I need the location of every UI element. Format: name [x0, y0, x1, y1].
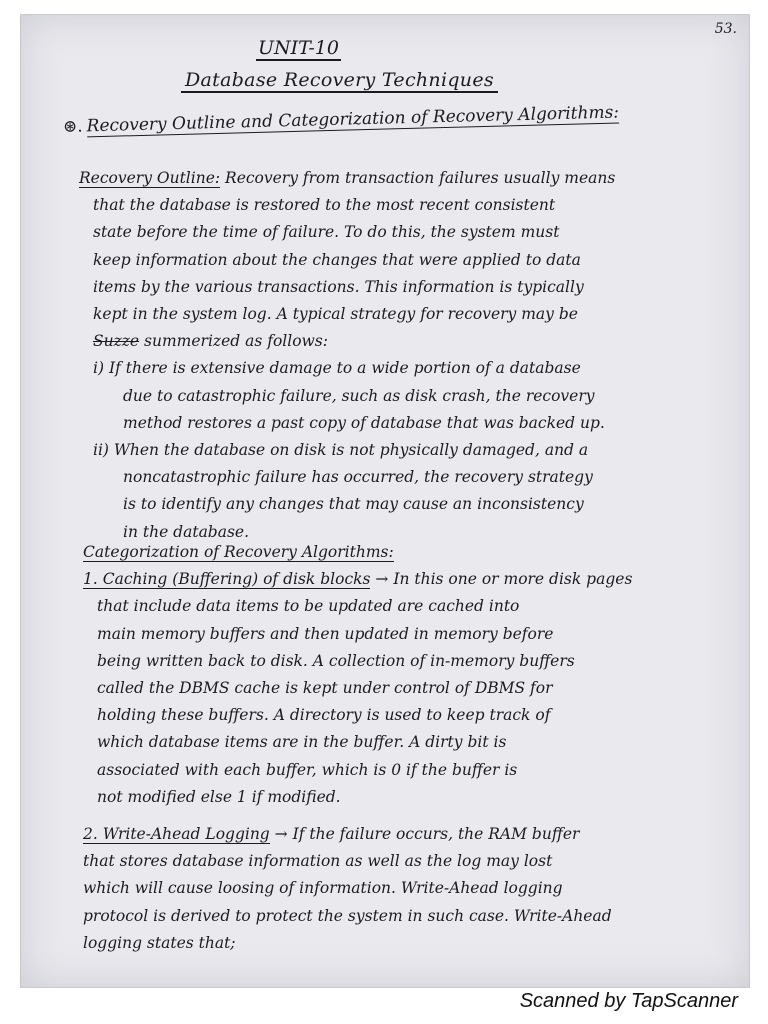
item1-line: holding these buffers. A directory is used to keep track of	[97, 706, 551, 725]
point-marker: ii)	[93, 441, 109, 460]
point-line: in the database.	[123, 522, 250, 541]
arrow-glyph: →	[370, 570, 394, 589]
section-heading	[63, 102, 620, 137]
item1-line: which database items are in the buffer. A dirty bit is	[97, 733, 507, 752]
unit-title: UNIT-10	[258, 37, 339, 59]
item1-line: associated with each buffer, which is 0 if the buffer is	[97, 760, 518, 779]
item1-line: called the DBMS cache is kept under control of DBMS for	[97, 679, 553, 698]
point-line: noncatastrophic failure has occurred, the recovery strategy	[123, 468, 593, 487]
point-line: If there is extensive damage to a wide portion of a database	[108, 359, 581, 378]
outline-line: items by the various transactions. This information is typically	[93, 277, 584, 296]
item1-label: 1. Caching (Buffering) of disk blocks	[83, 570, 371, 589]
outline-line: Recovery from transaction failures usually means	[220, 169, 616, 187]
outline-label: Recovery Outline:	[79, 169, 221, 187]
item2-line: which will cause loosing of information. Write-Ahead logging	[83, 879, 563, 898]
point-line: due to catastrophic failure, such as disk crash, the recovery	[123, 386, 595, 405]
section-heading-text: Recovery Outline and Categorization of Recovery Algorithms:	[86, 102, 620, 137]
categorization-block	[83, 539, 733, 957]
outline-line: summerized as follows:	[139, 332, 328, 351]
item2-line: If the failure occurs, the RAM buffer	[292, 825, 580, 844]
outline-line: kept in the system log. A typical strategy for recovery may be	[93, 305, 578, 324]
arrow-glyph: →	[269, 825, 293, 844]
main-title: Database Recovery Techniques	[181, 69, 498, 93]
point-line: method restores a past copy of database that was backed up.	[123, 413, 605, 432]
outline-line: keep information about the changes that were applied to data	[93, 250, 581, 269]
point-line: is to identify any changes that may cause an inconsistency	[123, 495, 584, 514]
item1-line: that include data items to be updated are cached into	[97, 597, 520, 616]
item1-line: not modified else 1 if modified.	[97, 787, 341, 806]
item1-line: In this one or more disk pages	[393, 570, 633, 589]
item1-line: being written back to disk. A collection of in-memory buffers	[97, 651, 575, 670]
section-marker: ⊛.	[62, 116, 83, 137]
item2-label: 2. Write-Ahead Logging	[83, 825, 270, 844]
item2-line: that stores database information as well as the log may lost	[83, 852, 553, 871]
struck-word: Suzze	[93, 332, 140, 351]
item2-line: protocol is derived to protect the system in such case. Write-Ahead	[83, 906, 612, 925]
item2-line: logging states that;	[83, 933, 236, 952]
scanner-watermark: Scanned by TapScanner	[519, 990, 738, 1012]
notebook-page	[20, 14, 750, 988]
recovery-outline-block	[79, 165, 729, 546]
outline-line: state before the time of failure. To do this, the system must	[93, 223, 560, 242]
item1-line: main memory buffers and then updated in memory before	[97, 624, 554, 643]
outline-line: that the database is restored to the most recent consistent	[93, 196, 556, 215]
point-line: When the database on disk is not physically damaged, and a	[113, 441, 589, 460]
categorization-heading: Categorization of Recovery Algorithms:	[83, 543, 394, 561]
point-marker: i)	[93, 359, 105, 378]
page-number: 53.	[714, 21, 737, 37]
